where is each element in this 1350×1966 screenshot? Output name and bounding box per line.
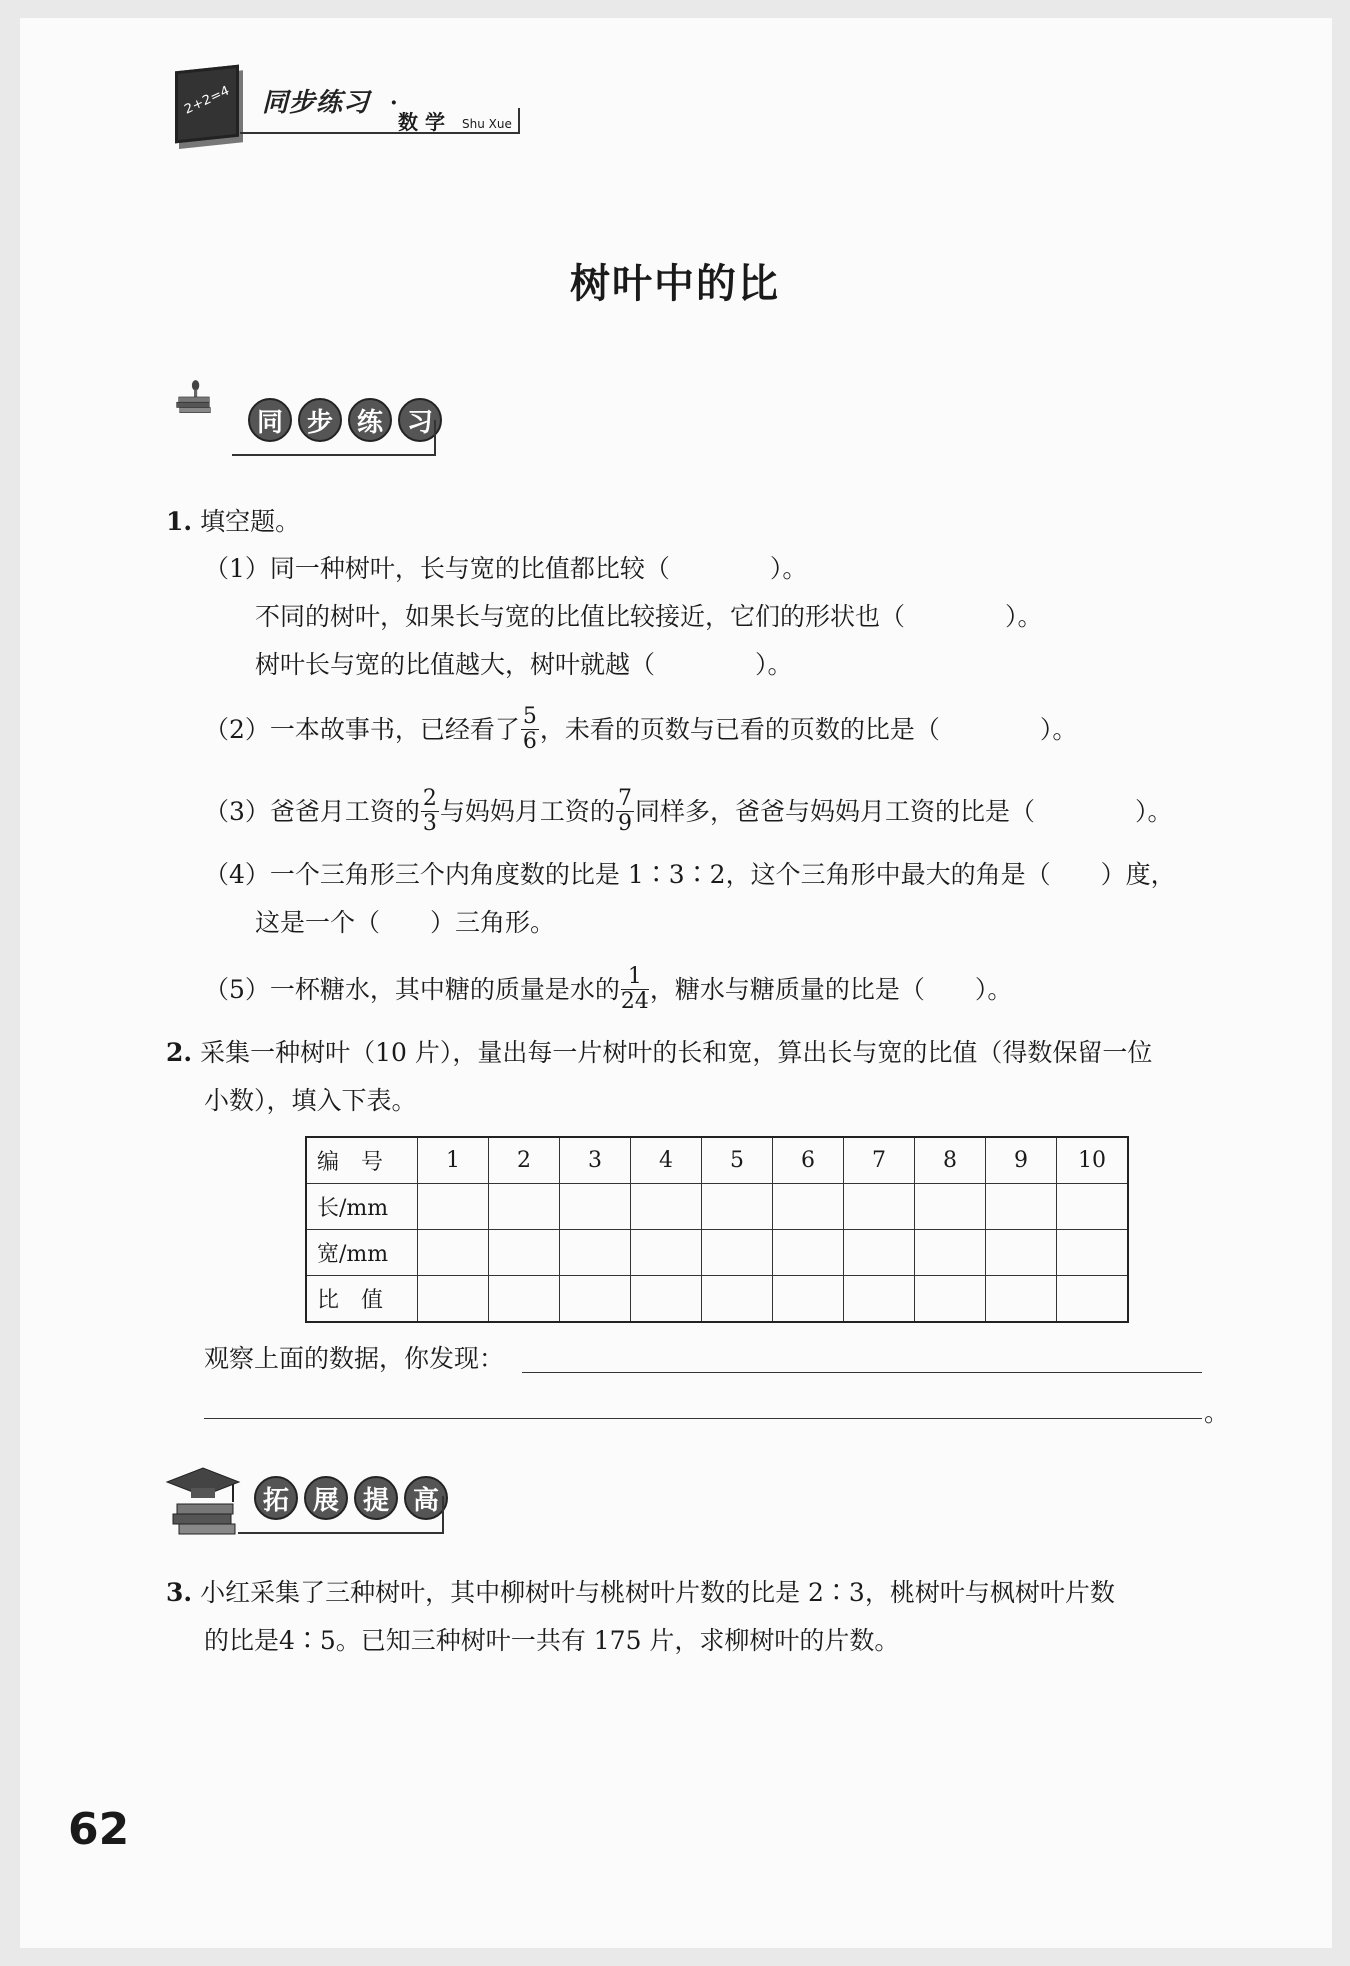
question-1-heading <box>166 505 300 539</box>
badge-char: 提 <box>354 1476 398 1520</box>
fraction <box>616 788 634 835</box>
observation-prompt: 观察上面的数据，你发现： <box>204 1344 505 1373</box>
table-header-cell: 3 <box>560 1137 631 1184</box>
table-header-row <box>306 1137 1128 1184</box>
table-cell[interactable] <box>1057 1276 1129 1323</box>
table-row <box>306 1276 1128 1323</box>
table-header-cell: 5 <box>702 1137 773 1184</box>
table-header-cell: 4 <box>631 1137 702 1184</box>
answer-line[interactable] <box>204 1418 1202 1419</box>
table-row-label: 长/mm <box>306 1184 418 1230</box>
table-cell[interactable] <box>844 1184 915 1230</box>
q1-part3 <box>204 786 1173 837</box>
table-cell[interactable] <box>560 1276 631 1323</box>
badge-char: 同 <box>248 398 292 442</box>
table-cell[interactable] <box>986 1230 1057 1276</box>
badge-char: 习 <box>398 398 442 442</box>
table-cell[interactable] <box>418 1276 489 1323</box>
q1-part3-text-b: 与妈妈月工资的 <box>439 797 615 826</box>
table-cell[interactable] <box>489 1230 560 1276</box>
q1-part1-line2: 不同的树叶，如果长与宽的比值比较接近，它们的形状也（ ）。 <box>255 602 1043 631</box>
badge-char: 展 <box>304 1476 348 1520</box>
q1-part2-text-a: （2）一本故事书，已经看了 <box>204 715 520 744</box>
table-cell[interactable] <box>702 1276 773 1323</box>
table-cell[interactable] <box>418 1230 489 1276</box>
fraction <box>621 966 649 1013</box>
books-lamp-icon <box>163 378 225 418</box>
table-header-cell: 7 <box>844 1137 915 1184</box>
fraction-denominator: 9 <box>617 811 632 836</box>
fraction-numerator: 5 <box>522 704 537 729</box>
fraction-numerator: 7 <box>617 786 632 811</box>
q1-part5-text-a: （5）一杯糖水，其中糖的质量是水的 <box>204 975 620 1004</box>
fraction <box>521 706 539 753</box>
question-3-text: 小红采集了三种树叶，其中柳树叶与桃树叶片数的比是 2∶3，桃树叶与枫树叶片数 <box>200 1578 1115 1607</box>
table-cell[interactable] <box>631 1230 702 1276</box>
series-title: 同步练习 <box>262 88 371 118</box>
fraction-denominator: 6 <box>522 729 537 754</box>
table-cell[interactable] <box>773 1184 844 1230</box>
table-cell[interactable] <box>986 1184 1057 1230</box>
table-cell[interactable] <box>631 1184 702 1230</box>
page-title: 树叶中的比 <box>570 260 780 307</box>
header-dot: · <box>390 90 398 116</box>
table-cell[interactable] <box>489 1276 560 1323</box>
section-extension <box>163 1460 241 1544</box>
table-cell[interactable] <box>489 1184 560 1230</box>
question-2-line1 <box>166 1036 1152 1070</box>
question-number: 2. <box>166 1038 193 1067</box>
q1-part4-line2: 这是一个（ ）三角形。 <box>255 908 556 937</box>
q1-part5-text-b: ，糖水与糖质量的比是（ ）。 <box>649 975 1013 1004</box>
q1-part4-line1: （4）一个三角形三个内角度数的比是 1∶3∶2，这个三角形中最大的角是（ ）度， <box>204 860 1176 889</box>
section1-underline <box>232 420 436 456</box>
fraction-denominator: 3 <box>422 811 437 836</box>
graduation-cap-books-icon <box>163 1460 241 1540</box>
table-cell[interactable] <box>560 1230 631 1276</box>
table-cell[interactable] <box>844 1230 915 1276</box>
table-row-label: 宽/mm <box>306 1230 418 1276</box>
q1-part5 <box>204 964 1013 1015</box>
table-header-cell: 10 <box>1057 1137 1129 1184</box>
table-cell[interactable] <box>915 1184 986 1230</box>
table-row-label: 比 值 <box>306 1276 418 1323</box>
table-cell[interactable] <box>702 1230 773 1276</box>
table-cell[interactable] <box>773 1230 844 1276</box>
subject-pinyin: Shu Xue <box>462 117 512 131</box>
page-number: 62 <box>68 1804 130 1855</box>
table-header-cell: 编 号 <box>306 1137 418 1184</box>
table-row <box>306 1184 1128 1230</box>
table-cell[interactable] <box>560 1184 631 1230</box>
answer-line[interactable] <box>522 1372 1202 1373</box>
q1-part2-text-b: ，未看的页数与已看的页数的比是（ ）。 <box>539 715 1078 744</box>
header-divider <box>240 132 520 134</box>
q1-part2 <box>204 704 1078 755</box>
table-header-cell: 2 <box>489 1137 560 1184</box>
q1-part1-line1: （1）同一种树叶，长与宽的比值都比较（ ）。 <box>204 554 808 583</box>
header-divider-vertical <box>518 108 520 134</box>
badge-char: 拓 <box>254 1476 298 1520</box>
question-label: 填空题。 <box>200 507 301 536</box>
table-row <box>306 1230 1128 1276</box>
question-number: 1. <box>166 507 193 536</box>
table-cell[interactable] <box>844 1276 915 1323</box>
q1-part3-text-c: 同样多，爸爸与妈妈月工资的比是（ ）。 <box>634 797 1173 826</box>
leaf-measurement-table <box>305 1136 1129 1323</box>
question-3-line1 <box>166 1576 1115 1610</box>
table-cell[interactable] <box>915 1230 986 1276</box>
table-cell[interactable] <box>702 1184 773 1230</box>
section-sync-practice <box>163 378 225 422</box>
table-cell[interactable] <box>773 1276 844 1323</box>
table-cell[interactable] <box>915 1276 986 1323</box>
answer-end-mark: 。 <box>1204 1398 1230 1427</box>
badge-char: 练 <box>348 398 392 442</box>
table-cell[interactable] <box>1057 1184 1129 1230</box>
question-3-line2: 的比是4∶5。已知三种树叶一共有 175 片，求柳树叶的片数。 <box>204 1626 900 1655</box>
fraction-numerator: 1 <box>621 966 649 990</box>
question-2-line2: 小数），填入下表。 <box>204 1086 417 1115</box>
table-cell[interactable] <box>418 1184 489 1230</box>
fraction-numerator: 2 <box>422 786 437 811</box>
fraction <box>421 788 439 835</box>
table-header-cell: 1 <box>418 1137 489 1184</box>
chalkboard-icon <box>175 65 239 144</box>
table-header-cell: 6 <box>773 1137 844 1184</box>
badge-char: 步 <box>298 398 342 442</box>
q1-part3-text-a: （3）爸爸月工资的 <box>204 797 420 826</box>
subject-label: 数 学 <box>398 110 445 134</box>
table-header-cell: 8 <box>915 1137 986 1184</box>
question-number: 3. <box>166 1578 193 1607</box>
fraction-denominator: 24 <box>620 989 649 1014</box>
section2-underline <box>238 1496 444 1534</box>
badge-char: 高 <box>404 1476 448 1520</box>
table-cell[interactable] <box>1057 1230 1129 1276</box>
table-header-cell: 9 <box>986 1137 1057 1184</box>
table-cell[interactable] <box>986 1276 1057 1323</box>
q1-part1-line3: 树叶长与宽的比值越大，树叶就越（ ）。 <box>255 650 793 679</box>
question-2-text: 采集一种树叶（10 片），量出每一片树叶的长和宽，算出长与宽的比值（得数保留一位 <box>200 1038 1153 1067</box>
table-cell[interactable] <box>631 1276 702 1323</box>
board-text: 2+2=4 <box>182 83 232 118</box>
